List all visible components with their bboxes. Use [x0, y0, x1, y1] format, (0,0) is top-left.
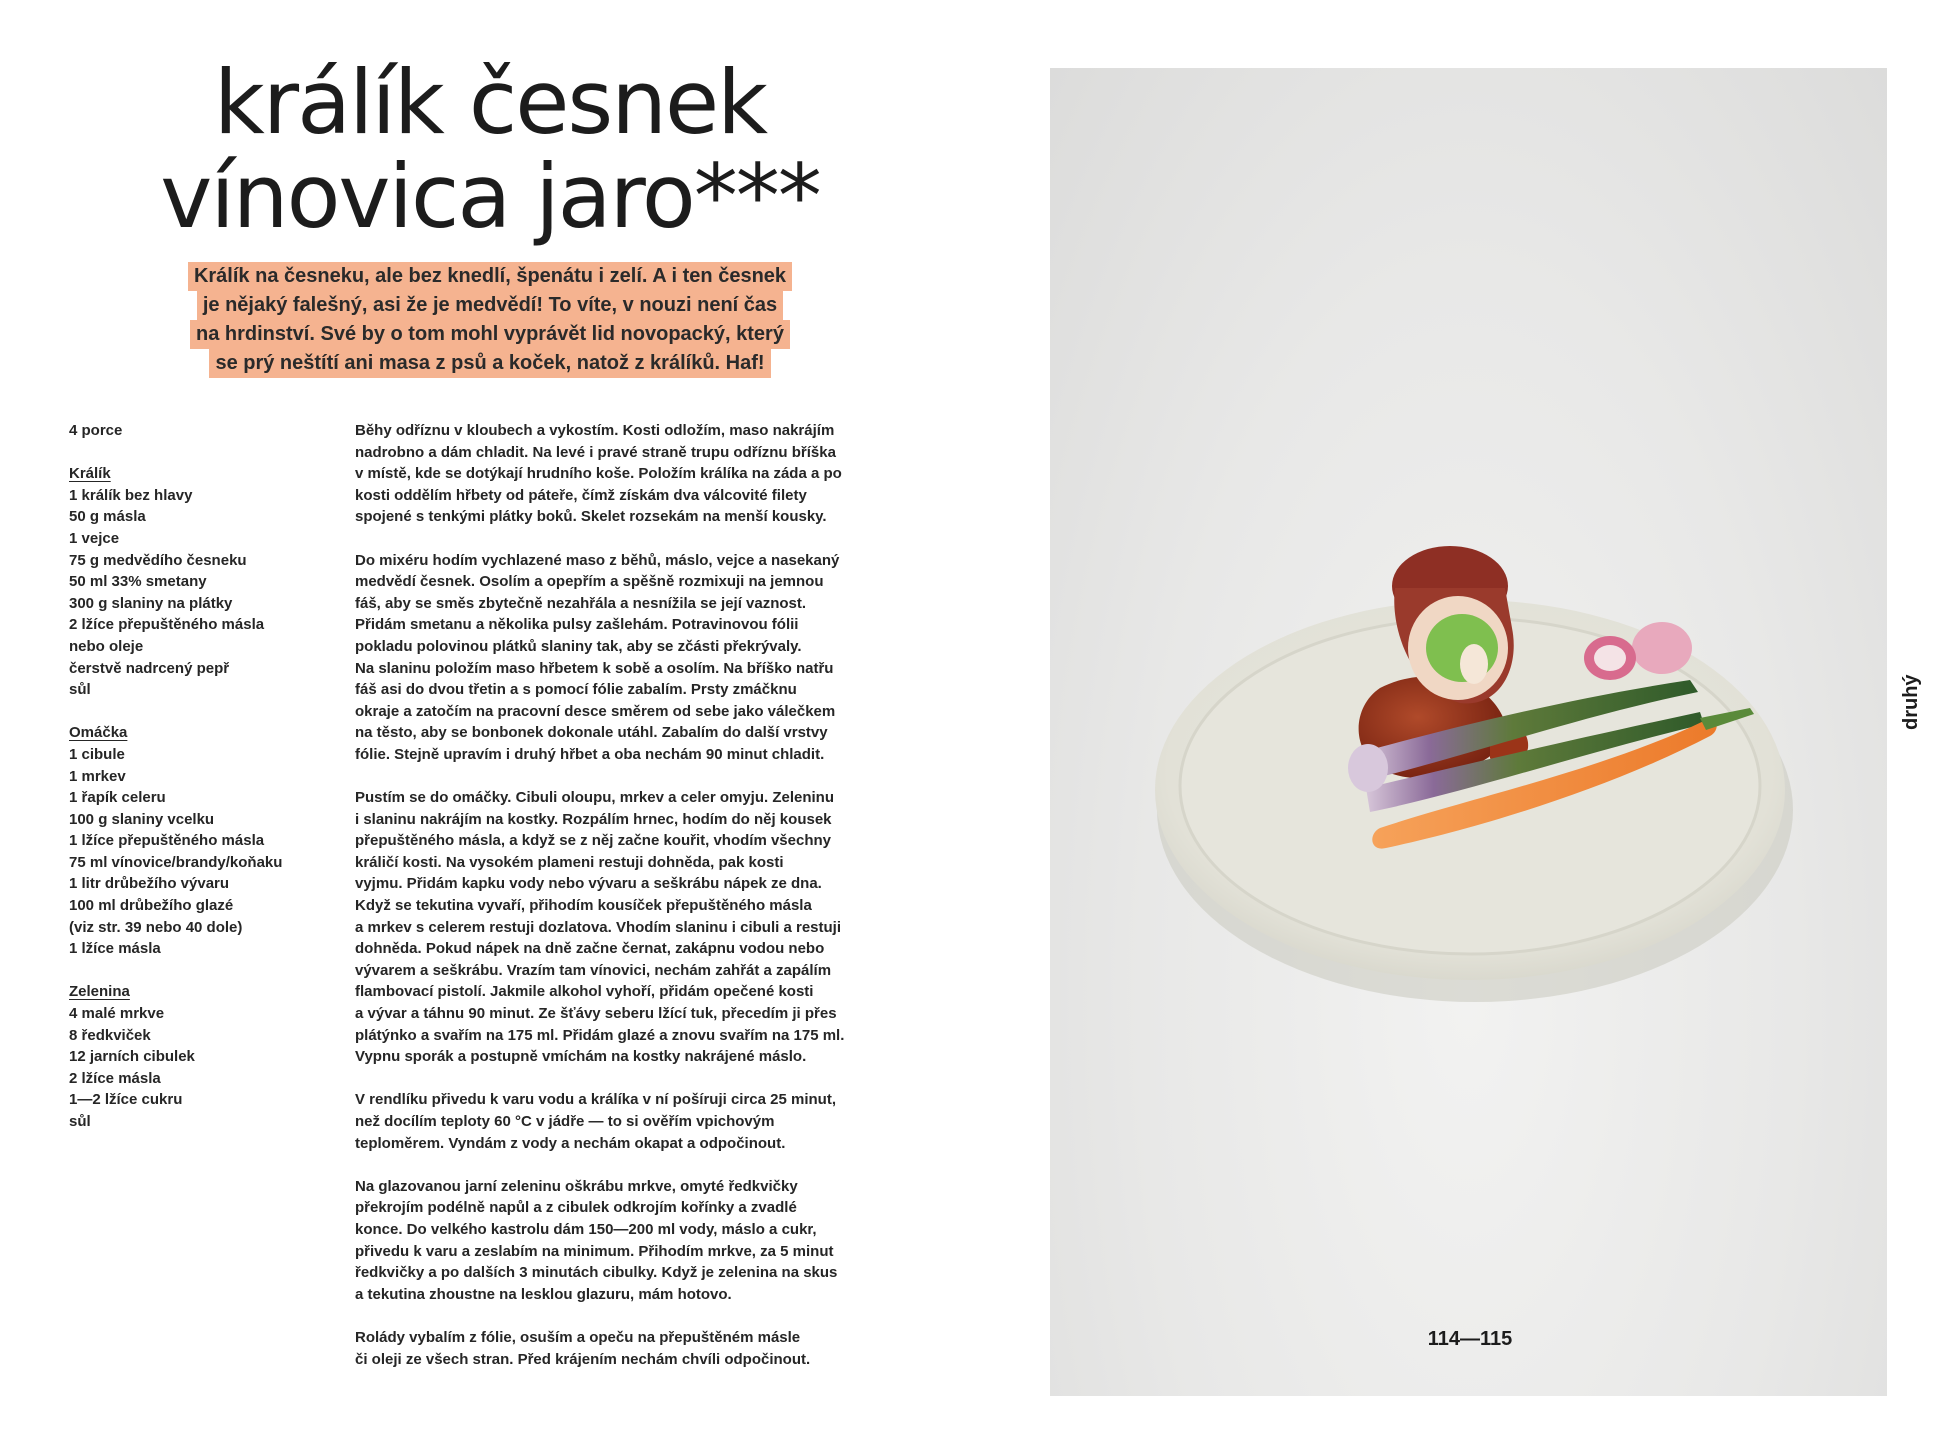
method-line: a vývar a táhnu 90 minut. Ze šťávy seberu lžící tuk, přecedím ji přes — [355, 1005, 837, 1023]
method-line: a mrkev s celerem restuji dozlatova. Vhodím slaninu i cibuli a restuji — [355, 918, 841, 936]
method-paragraph — [355, 787, 875, 1068]
method-line: konce. Do velkého kastrolu dám 150—200 ml vody, máslo a cukr, — [355, 1220, 817, 1238]
ingredient-item: 100 ml drůbežího glazé — [69, 897, 234, 915]
method-line: na těsto, aby se bonbonek dokonale utáhl. Zabalím do další vrstvy — [355, 724, 828, 742]
method-line: v místě, kde se dotýkají hrudního koše. Položím králíka na záda a po — [355, 465, 842, 483]
ingredient-group-title: Králík — [69, 465, 111, 483]
section-label: druhý — [1900, 674, 1922, 730]
page-numbers: 114—115 — [1427, 1328, 1513, 1350]
method-column — [355, 420, 875, 1392]
method-line: přepuštěného másla, a když se z něj začne kouřit, vhodím všechny — [355, 832, 831, 850]
ingredient-item: 1 litr drůbežího vývaru — [69, 875, 230, 893]
ingredients-column — [69, 420, 329, 1154]
ingredient-item: 1 cibule — [69, 745, 125, 763]
lead-line: je nějaký falešný, asi že je medvědí! To víte, v nouzi není čas — [197, 291, 783, 320]
ingredient-item: 12 jarních cibulek — [69, 1048, 195, 1066]
lead-line: na hrdinství. Své by o tom mohl vyprávět lid novopacký, který — [190, 320, 790, 349]
method-line: Když se tekutina vyvaří, přihodím kousíček přepuštěného másla — [355, 897, 812, 915]
dish-photo — [1050, 68, 1887, 1396]
recipe-title-line-1: králík česnek — [213, 51, 767, 154]
method-line: okraje a zatočím na pracovní desce směrem od sebe jako válečkem — [355, 702, 836, 720]
ingredient-item: 75 g medvědího česneku — [69, 551, 247, 569]
ingredient-groups — [69, 463, 329, 1132]
ingredient-item: 1 řapík celeru — [69, 789, 166, 807]
portions: 4 porce — [69, 422, 123, 439]
ingredient-item: 50 g másla — [69, 508, 146, 526]
ingredient-item: 1 lžíce másla — [69, 940, 161, 958]
ingredient-item: (viz str. 39 nebo 40 dole) — [69, 918, 243, 936]
ingredient-item: 2 lžíce přepuštěného másla — [69, 616, 265, 634]
method-paragraph — [355, 1089, 875, 1154]
lead-line: Králík na česneku, ale bez knedlí, špenátu i zelí. A i ten česnek — [188, 262, 792, 291]
method-line: Běhy odříznu v kloubech a vykostím. Kosti odložím, maso nakrájím — [355, 422, 835, 439]
ingredient-item: 1 lžíce přepuštěného másla — [69, 832, 265, 850]
ingredient-group-title: Zelenina — [69, 983, 130, 1001]
method-line: plátýnko a svařím na 175 ml. Přidám glazé a znovu svařím na 175 ml. — [355, 1026, 845, 1044]
method-line: či oleji ze všech stran. Před krájením nechám chvíli odpočinout. — [355, 1350, 811, 1368]
ingredient-item: 4 malé mrkve — [69, 1005, 165, 1023]
ingredient-group — [69, 981, 329, 1132]
method-line: dohněda. Pokud nápek na dně začne černat, zakápnu vodou nebo — [355, 940, 825, 958]
method-paragraph — [355, 550, 875, 766]
method-line: nadrobno a dám chladit. Na levé i pravé straně trupu odříznu bříška — [355, 443, 836, 461]
method-line: vyjmu. Přidám kapku vody nebo vývaru a seškrábu nápek ze dna. — [355, 875, 822, 893]
method-line: fólie. Stejně upravím i druhý hřbet a oba nechám 90 minut chladit. — [355, 745, 825, 763]
ingredient-item: 1—2 lžíce cukru — [69, 1091, 183, 1109]
method-line: teploměrem. Vyndám z vody a nechám okapat a odpočinout. — [355, 1134, 786, 1152]
method-line: Pustím se do omáčky. Cibuli oloupu, mrkev a celer omyju. Zeleninu — [355, 789, 835, 807]
method-line: Rolády vybalím z fólie, osuším a opeču na přepuštěném másle — [355, 1328, 801, 1346]
method-paragraph — [355, 1327, 875, 1370]
method-line: než docílím teploty 60 °C v jádře — to si ověřím vpichovým — [355, 1113, 775, 1130]
method-line: Na glazovanou jarní zeleninu oškrábu mrkve, omyté ředkvičky — [355, 1177, 798, 1195]
method-line: vývarem a seškrábu. Vrazím tam vínovici, nechám zahřát a zapálím — [355, 961, 832, 979]
method-line: Vypnu sporák a postupně vmíchám na kostky nakrájené máslo. — [355, 1048, 807, 1066]
radish-flesh — [1594, 645, 1626, 671]
ingredient-item: 1 mrkev — [69, 767, 126, 785]
method-line: přivedu k varu a zeslabím na minimum. Přihodím mrkve, za 5 minut — [355, 1242, 834, 1260]
ingredient-item: 300 g slaniny na plátky — [69, 594, 233, 612]
method-line: fáš asi do dvou třetin a s pomocí fólie zabalím. Prsty zmáčknu — [355, 681, 797, 699]
ingredient-item: 75 ml vínovice/brandy/koňaku — [69, 853, 283, 871]
method-line: medvědí česnek. Osolím a opepřím a spěšně rozmixuji na jemnou — [355, 573, 824, 591]
method-line: fáš, aby se směs zbytečně nezahřála a nesnížila se její vaznost. — [355, 594, 807, 612]
ingredient-item: 1 vejce — [69, 529, 120, 547]
ingredient-item: 50 ml 33% smetany — [69, 573, 207, 591]
ingredient-item: 100 g slaniny vcelku — [69, 810, 215, 828]
method-line: pokladu polovinou plátků slaniny tak, aby se zčásti překrývaly. — [355, 637, 802, 655]
ingredient-group — [69, 463, 329, 701]
method-line: kosti oddělím hřbety od páteře, čímž získám dva válcovité filety — [355, 486, 807, 504]
method-line: V rendlíku přivedu k varu vodu a králíka v ní pošíruji circa 25 minut, — [355, 1091, 836, 1109]
method-line: a tekutina zhoustne na lesklou glazuru, mám hotovo. — [355, 1285, 732, 1303]
method-line: králičí kosti. Na vysokém plameni restuji dohněda, pak kosti — [355, 853, 784, 871]
recipe-title-line-2: vínovica jaro*** — [160, 145, 820, 248]
ingredient-item: sůl — [69, 1113, 91, 1130]
ingredient-item: 2 lžíce másla — [69, 1069, 161, 1087]
method-line: Přidám smetanu a několika pulsy zašlehám. Potravinovou fólii — [355, 616, 799, 634]
method-paragraph — [355, 420, 875, 528]
lead-line: se prý neštítí ani masa z psů a koček, natož z králíků. Haf! — [209, 349, 770, 378]
ingredient-group — [69, 722, 329, 960]
ingredient-item: 8 ředkviček — [69, 1026, 151, 1044]
ingredient-item: čerstvě nadrcený pepř — [69, 659, 230, 677]
radish — [1632, 622, 1692, 674]
method-line: flambovací pistolí. Jakmile alkohol vyhoří, přidám opečené kosti — [355, 983, 814, 1001]
method-line: ředkvičky a po dalších 3 minutách cibulky. Když je zelenina na skus — [355, 1264, 838, 1282]
ingredient-group-title: Omáčka — [69, 724, 128, 742]
ingredient-item: sůl — [69, 681, 91, 699]
plated-rabbit-illustration — [1050, 68, 1887, 1396]
method-line: Na slaninu položím maso hřbetem k sobě a osolím. Na bříško natřu — [355, 659, 834, 677]
recipe-title — [60, 51, 920, 248]
onion-bulb — [1348, 744, 1388, 792]
ingredient-item: 1 králík bez hlavy — [69, 486, 193, 504]
method-line: Do mixéru hodím vychlazené maso z běhů, máslo, vejce a nasekaný — [355, 551, 840, 569]
method-paragraph — [355, 1176, 875, 1306]
method-line: i slaninu nakrájím na kostky. Rozpálím hrnec, hodím do něj kousek — [355, 810, 832, 828]
lead-paragraph — [120, 262, 860, 378]
method-line: překrojím podélně napůl a z cibulek odkrojím kořínky a zvadlé — [355, 1199, 797, 1217]
method-line: spojené s tenkými plátky boků. Skelet rozsekám na menší kousky. — [355, 508, 827, 526]
roulade-meat-core — [1460, 644, 1488, 684]
ingredient-item: nebo oleje — [69, 637, 144, 655]
